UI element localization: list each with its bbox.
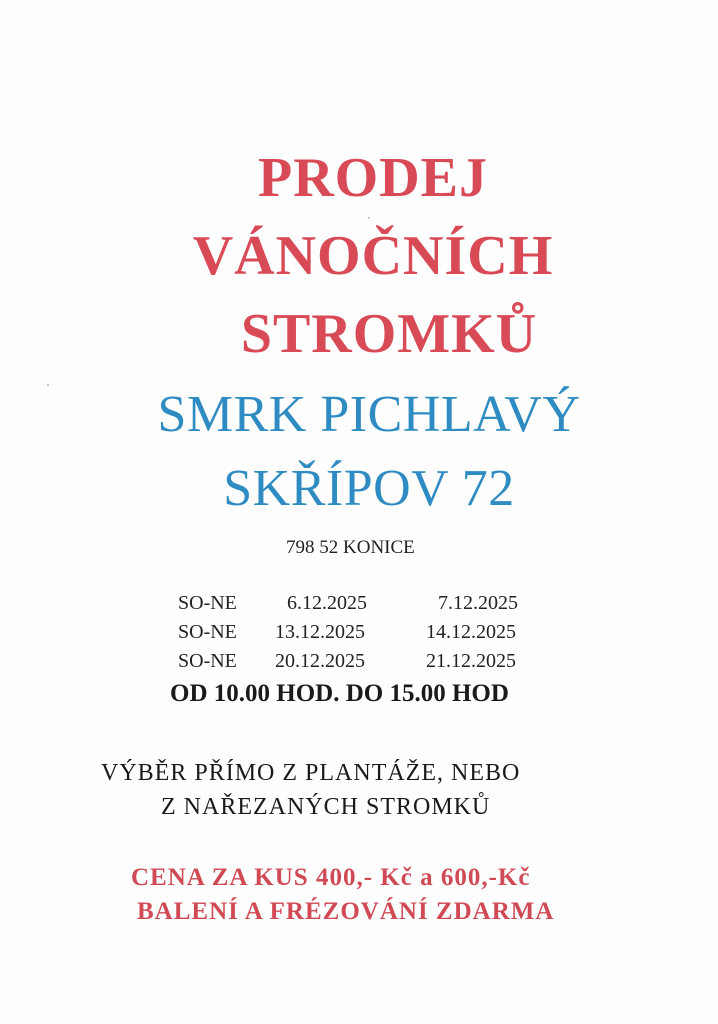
scan-speck — [47, 384, 49, 386]
price-line-2: BALENÍ A FRÉZOVÁNÍ ZDARMA — [137, 898, 555, 925]
info-line-1: VÝBĚR PŘÍMO Z PLANTÁŽE, NEBO — [101, 760, 521, 786]
info-line-2: Z NAŘEZANÝCH STROMKŮ — [161, 794, 491, 820]
opening-hours: OD 10.00 HOD. DO 15.00 HOD — [170, 680, 509, 707]
address: 798 52 KONICE — [286, 537, 415, 558]
schedule-date1-1: 6.12.2025 — [287, 592, 367, 614]
scan-speck — [368, 217, 370, 219]
title-line-3: STROMKŮ — [240, 303, 538, 365]
schedule-date1-2: 13.12.2025 — [275, 621, 365, 643]
title-line-1: PRODEJ — [258, 147, 488, 209]
subtitle-line-2: SKŘÍPOV 72 — [223, 460, 515, 517]
schedule-days-1: SO-NE — [178, 592, 237, 614]
schedule-days-2: SO-NE — [178, 621, 237, 643]
schedule-days-3: SO-NE — [178, 650, 237, 672]
subtitle-line-1: SMRK PICHLAVÝ — [157, 386, 581, 443]
schedule-date1-3: 20.12.2025 — [275, 650, 365, 672]
schedule-date2-2: 14.12.2025 — [426, 621, 516, 643]
price-line-1: CENA ZA KUS 400,- Kč a 600,-Kč — [131, 864, 531, 891]
schedule-date2-1: 7.12.2025 — [438, 592, 518, 614]
title-line-2: VÁNOČNÍCH — [192, 225, 554, 287]
schedule-date2-3: 21.12.2025 — [426, 650, 516, 672]
